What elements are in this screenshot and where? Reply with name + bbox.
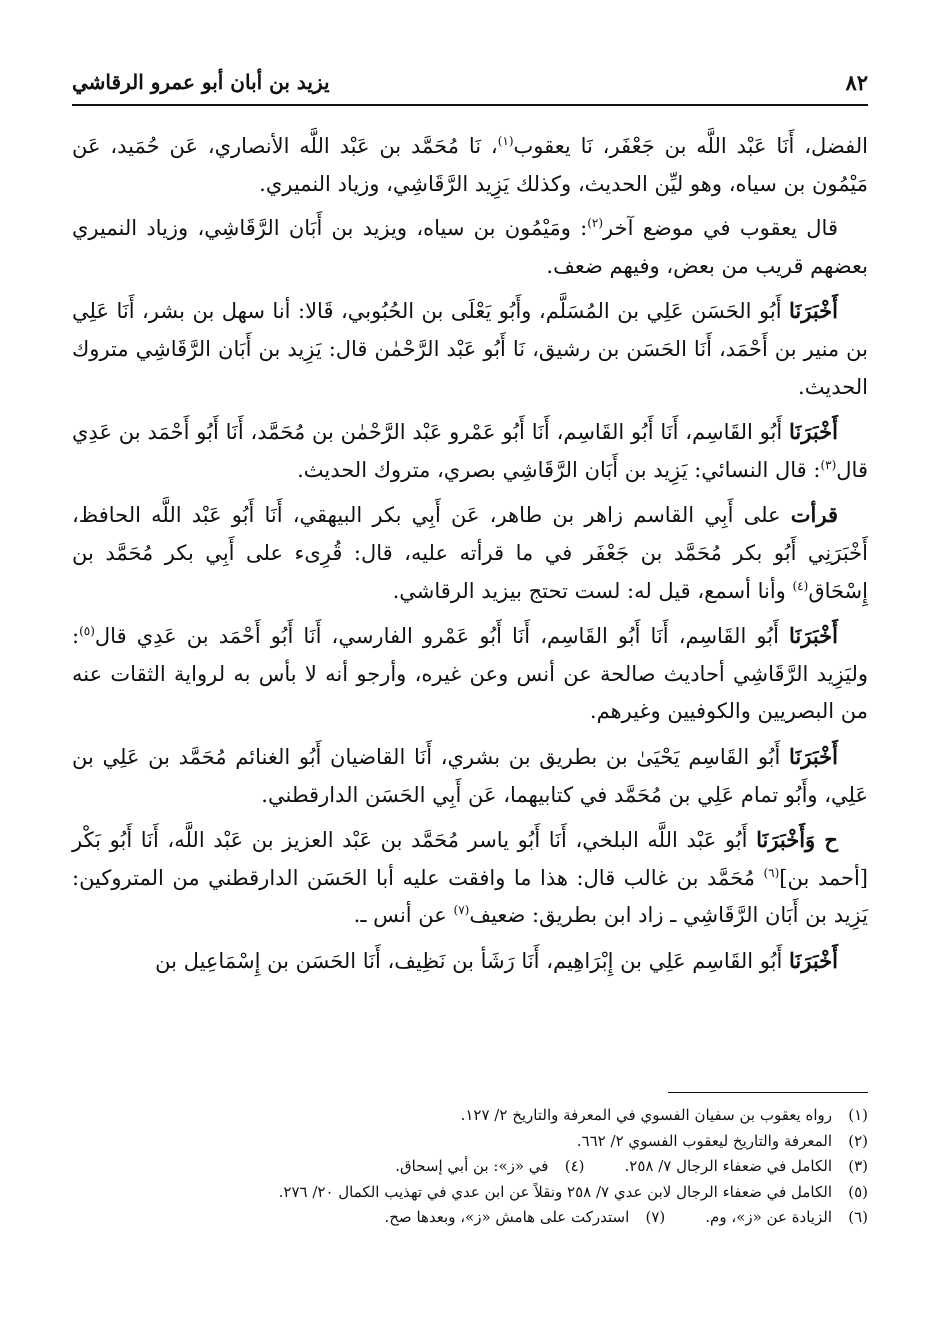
- footnote-4: [395, 1154, 584, 1180]
- text-run: أَبُو القَاسِم عَلِي بن إِبْرَاهِيم، أَنَا رَشَأ بن نَظِيف، أَنَا الحَسَن بن إِسْمَاعِيل بن: [155, 948, 790, 973]
- paragraph-9: [72, 942, 868, 981]
- text-run: أَبُو القَاسِم، أَنَا أَبُو القَاسِم، أَنَا أَبُو عَمْرو الفارسي، أَنَا أَبُو أَحْمَد بن عَدِي قال: [94, 624, 790, 649]
- footnote-ref: (٣): [820, 457, 837, 472]
- footnote-text: الزيادة عن «ز»، وم.: [705, 1208, 832, 1226]
- main-text: [72, 128, 868, 987]
- text-run: وأنا أسمع، قيل له: لست تحتج بيزيد الرقاشي.: [392, 578, 793, 603]
- paragraph-5: [72, 496, 868, 610]
- text-run: ، نَا مُحَمَّد بن عَبْد اللَّه الأنصاري، عَن حُمَيد، عَن مَيْمُون بن سياه، وهو ليِّن الحديث، وكذلك يَزِيد الرَّقَاشِي، وزياد النميري.: [72, 134, 868, 196]
- footnote-ref: (٢): [587, 216, 604, 231]
- paragraph-lead: قرأت: [790, 502, 838, 528]
- text-run: أَبُو القَاسِم، أَنَا أَبُو القَاسِم، أَنَا أَبُو عَمْرو عَبْد الرَّحْمٰن بن مُحَمَّد، أَنَا أَبُو أَحْمَد بن عَدِي قال: [72, 420, 868, 482]
- footnote-line: [72, 1103, 868, 1129]
- paragraph-lead: أَخْبَرَنَا: [789, 947, 838, 973]
- paragraph-lead: أَخْبَرَنَا: [789, 623, 838, 649]
- footnote-divider: [668, 1092, 868, 1093]
- footnote-text: المعرفة والتاريخ ليعقوب الفسوي ٢/ ٦٦٢.: [576, 1131, 832, 1150]
- text-run: : ومَيْمُون بن سياه، ويزيد بن أَبَان الرَّقَاشِي، وزياد النميري بعضهم قريب من بعض، وفيهم ضعف.: [72, 216, 868, 278]
- footnote-5: [279, 1180, 868, 1206]
- text-run: أَبُو عَبْد اللَّه البلخي، أَنَا أَبُو ياسر مُحَمَّد بن عَبْد العزيز بن عَبْد اللَّه، أَنَا أَبُو بَكْر [أحمد بن]: [72, 828, 868, 890]
- text-run: قال يعقوب في موضع آخر: [603, 216, 838, 241]
- footnote-ref: (٥): [79, 624, 95, 639]
- paragraph-4: [72, 413, 868, 489]
- footnote-text: في «ز»: بن أبي إسحاق.: [395, 1157, 549, 1175]
- paragraph-2: [72, 210, 868, 285]
- text-run: على أَبِي القاسم زاهر بن طاهر، عَن أَبِي بكر البيهقي، أَنَا أَبُو عَبْد اللَّه الحافظ، أَخْبَرَنِي أَبُو بكر مُحَمَّد بن جَعْفَر في ما قرأته عليه، قال: قُرِىء على أَبِي بكر مُحَمَّد بن إِسْحَاق: [72, 503, 868, 603]
- paragraph-6: [72, 617, 868, 731]
- footnote-number: (٣): [848, 1157, 868, 1175]
- footnote-line: [72, 1205, 868, 1231]
- text-run: الفضل، أَنَا عَبْد اللَّه بن جَعْفَر، نَا يعقوب: [513, 134, 868, 158]
- footnote-text: الكامل في ضعفاء الرجال ٧/ ٢٥٨.: [624, 1157, 832, 1175]
- footnote-number: (٦): [848, 1208, 868, 1226]
- paragraph-7: [72, 738, 868, 814]
- footnote-2: [577, 1129, 868, 1155]
- footnote-line: [72, 1180, 868, 1206]
- paragraph-lead: ح وَأَخْبَرَنَا: [756, 827, 838, 853]
- text-run: عن أنس ـ.: [353, 903, 454, 928]
- footnotes: [72, 1092, 868, 1231]
- paragraph-8: [72, 821, 868, 935]
- footnote-7: [384, 1205, 665, 1231]
- footnote-number: (٢): [848, 1131, 868, 1150]
- footnote-number: (٤): [564, 1157, 585, 1175]
- footnote-number: (٧): [645, 1208, 666, 1226]
- running-title: يزيد بن أبان أبو عمرو الرقاشي: [72, 70, 330, 94]
- page-header: [72, 60, 868, 106]
- footnote-3: [624, 1154, 868, 1180]
- footnote-1: [461, 1103, 868, 1129]
- paragraph-lead: أَخْبَرَنَا: [789, 298, 838, 324]
- text-run: : وليَزِيد الرَّقَاشِي أحاديث صالحة عن أنس وعن غيره، وأرجو أنه لا بأس به لرواية الثقات عنه من البصريين والكوفيين وغيرهم.: [72, 624, 868, 724]
- footnote-6: [705, 1205, 868, 1231]
- footnote-line: [72, 1154, 868, 1180]
- text-run: : قال النسائي: يَزِيد بن أَبَان الرَّقَاشِي بصري، متروك الحديث.: [297, 457, 821, 482]
- footnote-number: (٥): [848, 1182, 868, 1201]
- paragraph-3: [72, 292, 868, 406]
- footnote-ref: (١): [497, 134, 514, 148]
- footnote-text: استدركت على هامش «ز»، وبعدها صح.: [384, 1208, 630, 1226]
- footnote-ref: (٦): [763, 865, 780, 880]
- paragraph-lead: أَخْبَرَنَا: [789, 419, 838, 445]
- text-run: مُحَمَّد بن غالب قال: هذا ما وافقت عليه أبا الحَسَن الدارقطني من المتروكين: يَزِيد بن أَبَان الرَّقَاشِي ـ زاد ابن بطريق: ضعيف: [72, 865, 868, 928]
- paragraph-lead: أَخْبَرَنَا: [789, 743, 838, 769]
- footnote-number: (١): [848, 1106, 868, 1124]
- footnote-line: [72, 1129, 868, 1155]
- footnote-ref: (٤): [792, 578, 809, 593]
- footnote-text: رواه يعقوب بن سفيان الفسوي في المعرفة والتاريخ ٢/ ١٢٧.: [460, 1106, 832, 1124]
- footnote-ref: (٧): [453, 903, 470, 918]
- text-run: أَبُو القَاسِم يَحْيَىٰ بن بطريق بن بشري، أَنَا القاضيان أَبُو الغنائم مُحَمَّد بن عَلِي بن عَلِي، وأَبُو تمام عَلِي بن مُحَمَّد في كتابيهما، عَن أَبِي الحَسَن الدارقطني.: [72, 744, 868, 807]
- page-number: ٨٢: [845, 69, 868, 95]
- text-run: أَبُو الحَسَن عَلِي بن المُسَلَّم، وأَبُو يَعْلَى بن الحُبُوبي، قَالا: أنا سهل بن بشر، أَنَا عَلِي بن منير بن أَحْمَد، أَنَا الحَسَن بن رشيق، نَا أَبُو عَبْد الرَّحْمٰن قال: يَزِيد بن أَبَان الرَّقَاشِي متروك الحديث.: [72, 299, 868, 399]
- footnote-text: الكامل في ضعفاء الرجال لابن عدي ٧/ ٢٥٨ ونقلاً عن ابن عدي في تهذيب الكمال ٢٠/ ٢٧٦.: [278, 1182, 832, 1201]
- paragraph-1: [72, 128, 868, 203]
